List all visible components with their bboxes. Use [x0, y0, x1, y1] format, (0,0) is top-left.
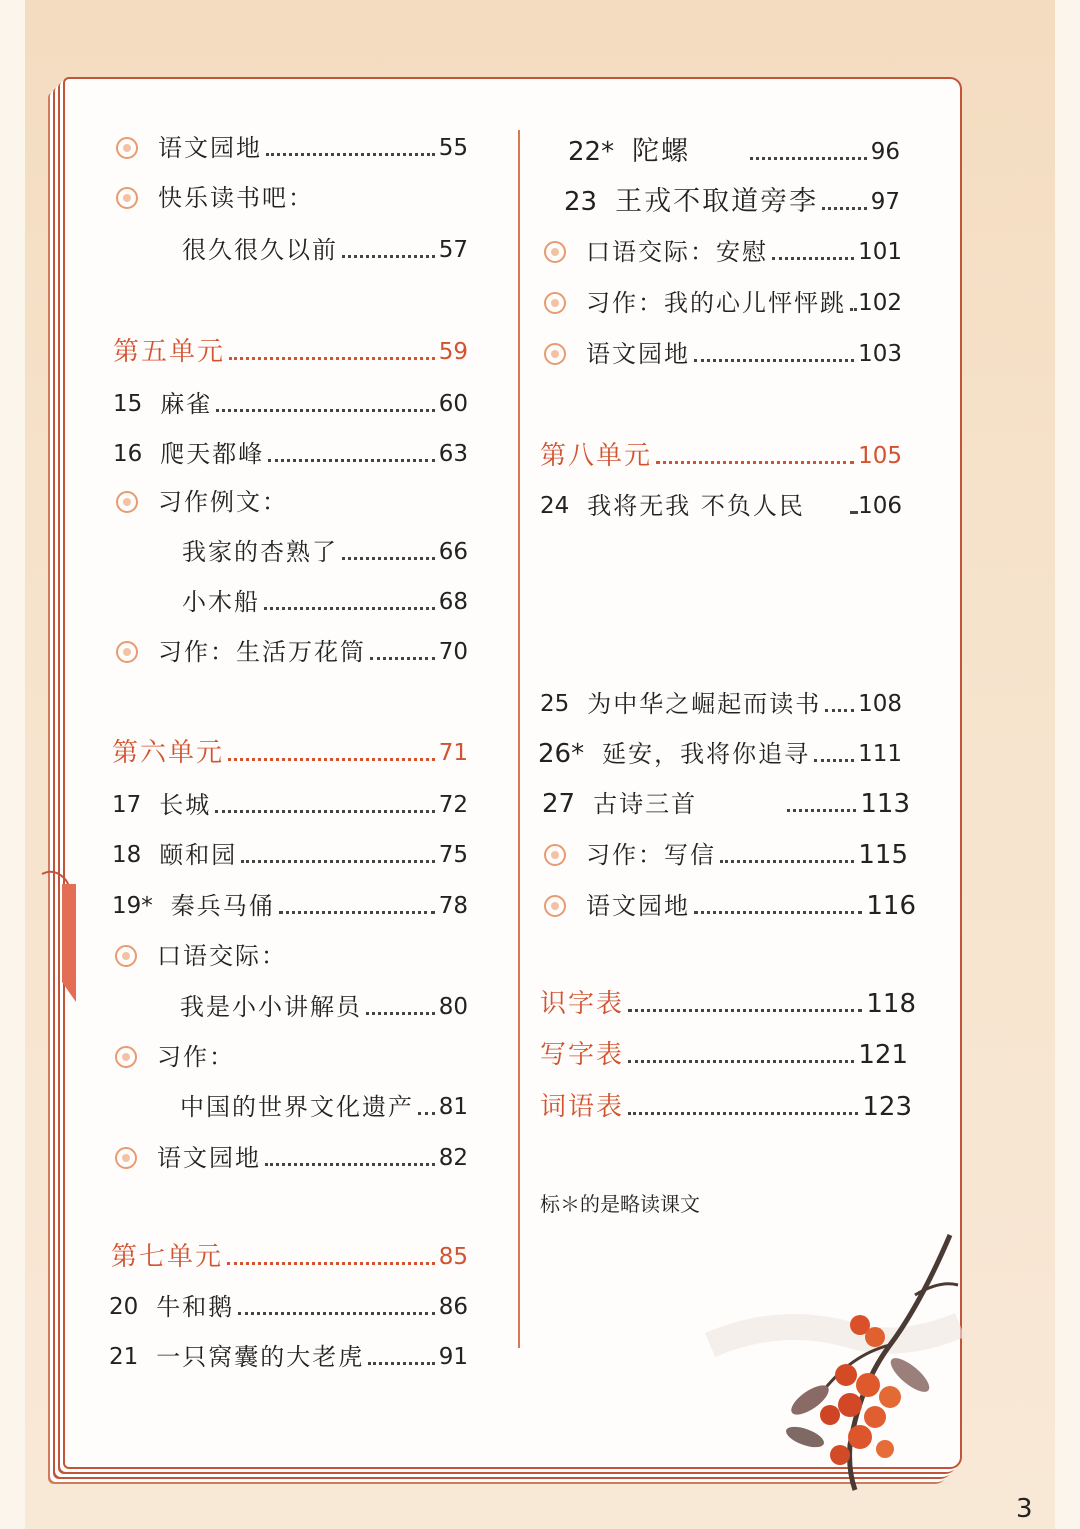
bullet-icon — [116, 641, 138, 663]
toc-entry[interactable]: 语文园地 82 — [115, 1138, 468, 1178]
toc-entry[interactable]: 习作例文： — [116, 482, 468, 522]
toc-lesson[interactable]: 20 牛和鹅 86 — [109, 1293, 468, 1321]
toc-lesson[interactable]: 21 一只窝囊的大老虎 91 — [109, 1343, 468, 1371]
toc-entry[interactable]: 习作： — [115, 1037, 468, 1077]
toc-entry[interactable]: 语文园地 116 — [544, 886, 916, 926]
toc-lesson[interactable]: 19* 秦兵马俑 78 — [112, 892, 468, 920]
appendix-entry[interactable]: 识字表 118 — [540, 989, 916, 1019]
toc-entry[interactable]: 习作：生活万花筒 70 — [116, 632, 468, 672]
bullet-icon — [115, 945, 137, 967]
bullet-icon — [544, 343, 566, 365]
reading-note: 标＊的是略读课文 — [540, 1192, 700, 1216]
toc-lesson[interactable]: 26* 延安，我将你追寻 111 — [538, 739, 902, 769]
toc-lesson[interactable]: 25 为中华之崛起而读书 108 — [540, 690, 902, 718]
toc-subentry[interactable]: 中国的世界文化遗产 81 — [180, 1093, 468, 1121]
toc-lesson[interactable]: 23 王戎不取道旁李 97 — [564, 186, 900, 217]
bookmark-ribbon-icon — [40, 870, 76, 1002]
bullet-icon — [544, 895, 566, 917]
page-number: 3 — [1016, 1494, 1033, 1524]
toc-subentry[interactable]: 我家的杏熟了 66 — [182, 538, 468, 566]
toc-entry[interactable]: 口语交际： — [115, 936, 468, 976]
bullet-icon — [115, 1046, 137, 1068]
column-divider — [518, 130, 520, 1348]
toc-lesson[interactable]: 16 爬天都峰 63 — [113, 440, 468, 468]
unit-heading[interactable]: 第六单元 71 — [112, 738, 468, 768]
toc-lesson[interactable]: 27 古诗三首 113 — [542, 789, 910, 819]
unit-heading[interactable]: 第五单元 59 — [113, 337, 468, 367]
bullet-icon — [116, 137, 138, 159]
appendix-entry[interactable]: 词语表 123 — [540, 1092, 912, 1122]
toc-entry[interactable]: 口语交际：安慰 101 — [544, 232, 902, 272]
toc-entry[interactable]: 习作：我的心儿怦怦跳 102 — [544, 283, 902, 323]
toc-lesson[interactable]: 18 颐和园 75 — [112, 841, 468, 869]
appendix-entry[interactable]: 写字表 121 — [540, 1040, 908, 1070]
toc-lesson[interactable]: 22* 陀螺 96 — [568, 136, 900, 167]
toc-subentry[interactable]: 小木船 68 — [182, 588, 468, 616]
toc-entry[interactable]: 语文园地 55 — [116, 128, 468, 168]
toc-lesson[interactable]: 24 我将无我 不负人民 106 — [540, 492, 902, 520]
toc-subentry[interactable]: 很久很久以前 57 — [182, 236, 468, 264]
bullet-icon — [115, 1147, 137, 1169]
bullet-icon — [544, 844, 566, 866]
persimmon-branch-icon — [700, 1225, 970, 1495]
unit-heading[interactable]: 第八单元 105 — [540, 441, 902, 471]
bullet-icon — [544, 292, 566, 314]
bullet-icon — [544, 241, 566, 263]
toc-lesson[interactable]: 15 麻雀 60 — [113, 390, 468, 418]
bullet-icon — [116, 187, 138, 209]
toc-lesson[interactable]: 17 长城 72 — [112, 791, 468, 819]
bullet-icon — [116, 491, 138, 513]
toc-entry[interactable]: 语文园地 103 — [544, 334, 902, 374]
toc-subentry[interactable]: 我是小小讲解员 80 — [180, 993, 468, 1021]
toc-entry[interactable]: 习作：写信 115 — [544, 835, 908, 875]
toc-entry[interactable]: 快乐读书吧： — [116, 178, 468, 218]
unit-heading[interactable]: 第七单元 85 — [111, 1242, 468, 1272]
